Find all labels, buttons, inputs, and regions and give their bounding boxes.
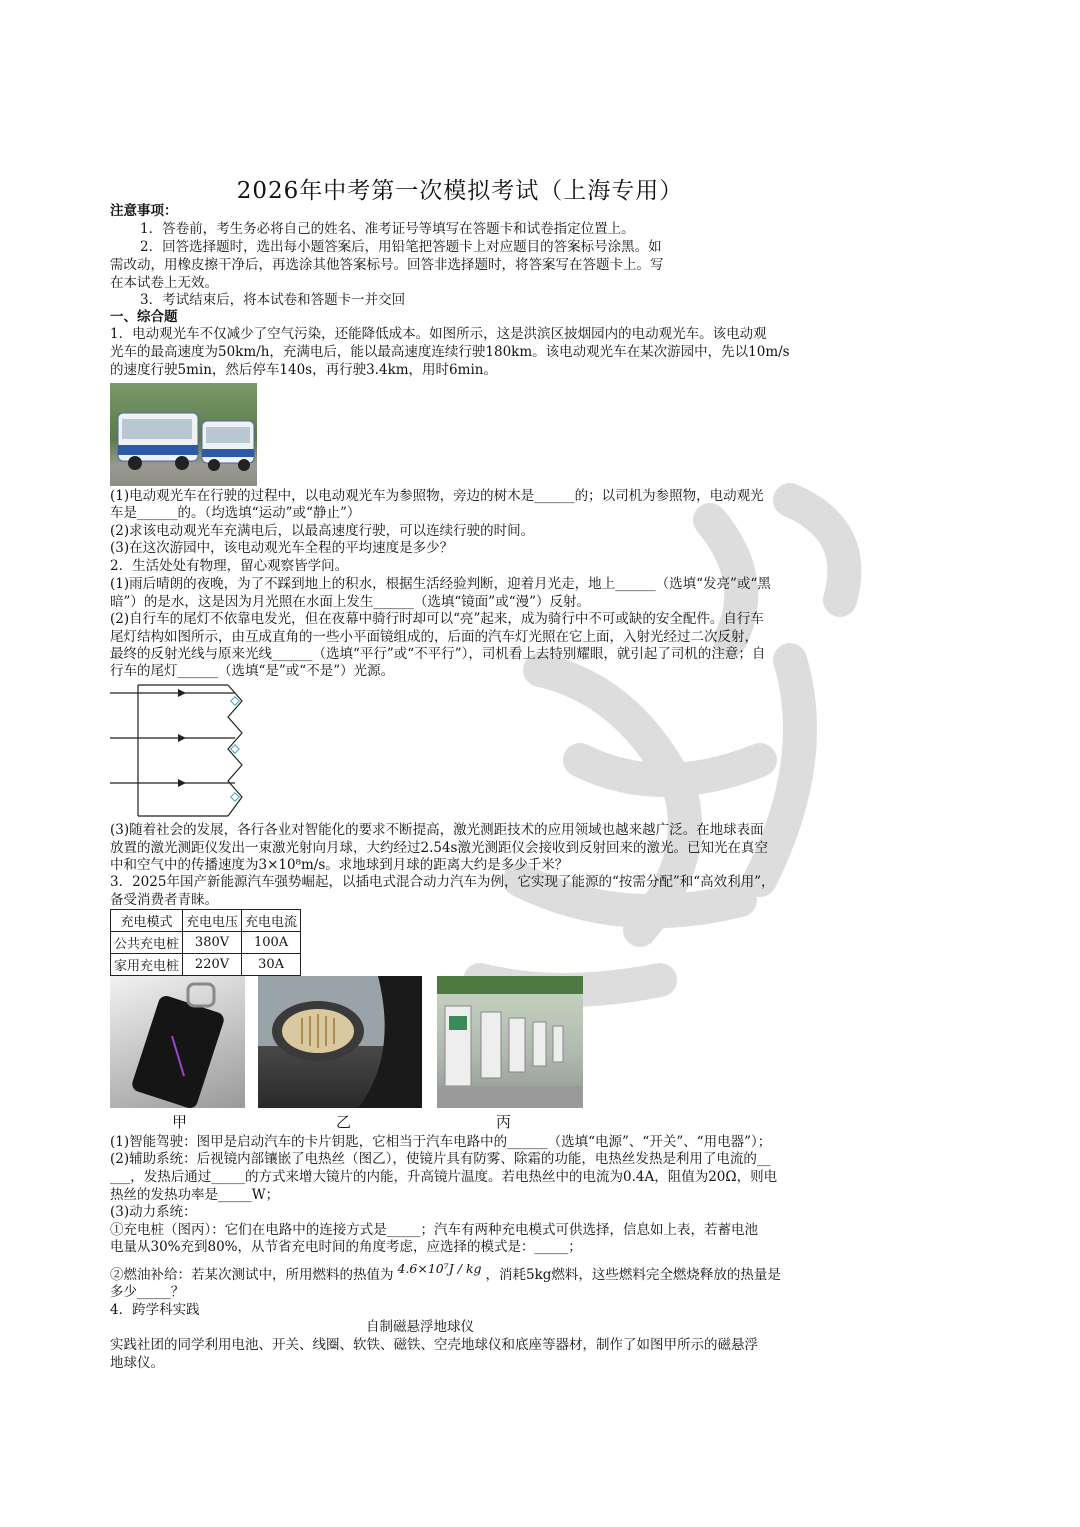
q1-part: (3)在这次游园中，该电动观光车全程的平均速度是多少？ [110,540,454,556]
figure-label: 乙 [336,1113,352,1131]
notice-line: 2．回答选择题时，选出每小题答案后，用铅笔把答题卡上对应题目的答案标号涂黑。如 [140,239,662,255]
q3-fuel-line [110,1261,820,1284]
notice-line: 3．考试结束后，将本试卷和答题卡一并交回 [140,292,406,308]
table-cell: 家用充电桩 [111,954,183,976]
q2-line: (2)自行车的尾灯不依靠电发光，但在夜幕中骑行时却可以“亮”起来，成为骑行中不可或缺的安全配件。自行车 [110,611,764,627]
bus-photo [110,383,257,486]
fuel-heat-value: 4.6×10⁷J / kg [397,1261,482,1276]
q1-part: 车是______的。（均选填“运动”或“静止”） [110,505,361,521]
table-row [111,932,301,954]
q4-line: 实践社团的同学利用电池、开关、线圈、软铁、磁铁、空壳地球仪和底座等器材，制作了如图甲所示的磁悬浮 [110,1337,758,1353]
notice-line: 1．答卷前，考生务必将自己的姓名、准考证号等填写在答题卡和试卷指定位置上。 [140,221,635,237]
q3-part: ①充电桩（图丙）：它们在电路中的连接方式是_____；汽车有两种充电模式可供选择，信息如上表，若蓄电池 [110,1222,758,1238]
q3-part: ___，发热后通过_____的方式来增大镜片的内能，升高镜片温度。若电热丝中的电流为0.4A，阻值为20Ω，则电 [110,1169,778,1185]
table-cell: 380V [183,932,242,954]
q1-intro: 1．电动观光车不仅减少了空气污染，还能降低成本。如图所示，这是洪滨区披烟园内的电动观光车。该电动观 [110,326,767,342]
q3-part: (2)辅助系统：后视镜内部镶嵌了电热丝（图乙），使镜片具有防雾、除霜的功能，电热丝发热是利用了电流的__ [110,1151,771,1167]
q3-intro: 备受消费者青睐。 [110,892,218,908]
figure-label: 甲 [172,1113,188,1131]
table-header-cell: 充电模式 [111,910,183,932]
mirror-photo [258,976,422,1108]
q3-part: 电量从30%充到80%，从节省充电时间的角度考虑，应选择的模式是：_____； [110,1239,582,1255]
section-heading: 一、综合题 [110,309,178,325]
q3-part: (3)动力系统： [110,1204,197,1220]
table-cell: 220V [183,954,242,976]
q1-intro: 光车的最高速度为50km/h，充满电后，能以最高速度连续行驶180km。该电动观光车在某次游园中，先以10m/s [110,344,790,360]
table-header-cell: 充电电压 [183,910,242,932]
fuel-text: ，消耗5kg燃料，这些燃料完全燃烧释放的热量是 [485,1267,781,1283]
table-header-cell: 充电电流 [242,910,301,932]
q4-heading: 4．跨学科实践 [110,1302,200,1318]
q1-part: (2)求该电动观光车充满电后，以最高速度行驶，可以连续行驶的时间。 [110,523,535,539]
charging-table [110,909,301,976]
q4-subtitle: 自制磁悬浮地球仪 [366,1319,474,1335]
page-title: 2026年中考第一次模拟考试（上海专用） [236,178,684,204]
q2-line: (1)雨后晴朗的夜晚，为了不踩到地上的积水，根据生活经验判断，迎着月光走，地上______（选填“发亮”或“黑 [110,576,771,592]
fuel-text: ②燃油补给：若某次测试中，所用燃料的热值为 [110,1267,394,1283]
table-cell: 30A [242,954,301,976]
notice-line: 在本试卷上无效。 [110,275,218,291]
q2-line: 行车的尾灯______（选填“是”或“不是”）光源。 [110,663,395,679]
notice-line: 需改动，用橡皮擦干净后，再选涂其他答案标号。回答非选择题时，将答案写在答题卡上。写 [110,257,664,273]
charging-station-photo [437,976,583,1108]
q3-intro: 3．2025年国产新能源汽车强势崛起，以插电式混合动力汽车为例，它实现了能源的“按需分配”和“高效利用”， [110,874,775,890]
q2-part3: 放置的激光测距仪发出一束激光射向月球，大约经过2.54s激光测距仪会接收到反射回来的激光。已知光在真空 [110,840,768,856]
bicycle-reflector-diagram [110,683,250,818]
q2-line: 2．生活处处有物理，留心观察皆学问。 [110,558,349,574]
q4-line: 地球仪。 [110,1355,164,1371]
table-row [111,954,301,976]
figure-label: 丙 [496,1113,512,1131]
q2-line: 暗”）的是水，这是因为月光照在水面上发生______（选填“镜面”或“漫”）反射。 [110,594,591,610]
q3-part: 热丝的发热功率是_____W； [110,1187,280,1203]
q1-part: (1)电动观光车在行驶的过程中，以电动观光车为参照物，旁边的树木是______的；以司机为参照物，电动观光 [110,488,764,504]
q3-part: (1)智能驾驶：图甲是启动汽车的卡片钥匙，它相当于汽车电路中的______（选填“电源”、“开关”、“用电器”）； [110,1134,772,1150]
table-header-row [111,910,301,932]
table-cell: 100A [242,932,301,954]
q2-line: 尾灯结构如图所示，由互成直角的一些小平面镜组成的，后面的汽车灯光照在它上面，入射光经过二次反射， [110,629,758,645]
table-cell: 公共充电桩 [111,932,183,954]
q1-intro: 的速度行驶5min，然后停车140s，再行驶3.4km，用时6min。 [110,362,497,378]
q2-part3: (3)随着社会的发展，各行各业对智能化的要求不断提高，激光测距技术的应用领域也越来越广泛。在地球表面 [110,822,764,838]
q2-line: 最终的反射光线与原来光线______（选填“平行”或“不平行”），司机看上去特别耀眼，就引起了司机的注意；自 [110,646,766,662]
notice-heading: 注意事项： [110,203,178,219]
q3-fuel-line: 多少_____？ [110,1284,185,1300]
q2-part3: 中和空气中的传播速度为3×10⁸m/s。求地球到月球的距离大约是多少千米？ [110,857,569,873]
card-key-photo [110,976,245,1108]
